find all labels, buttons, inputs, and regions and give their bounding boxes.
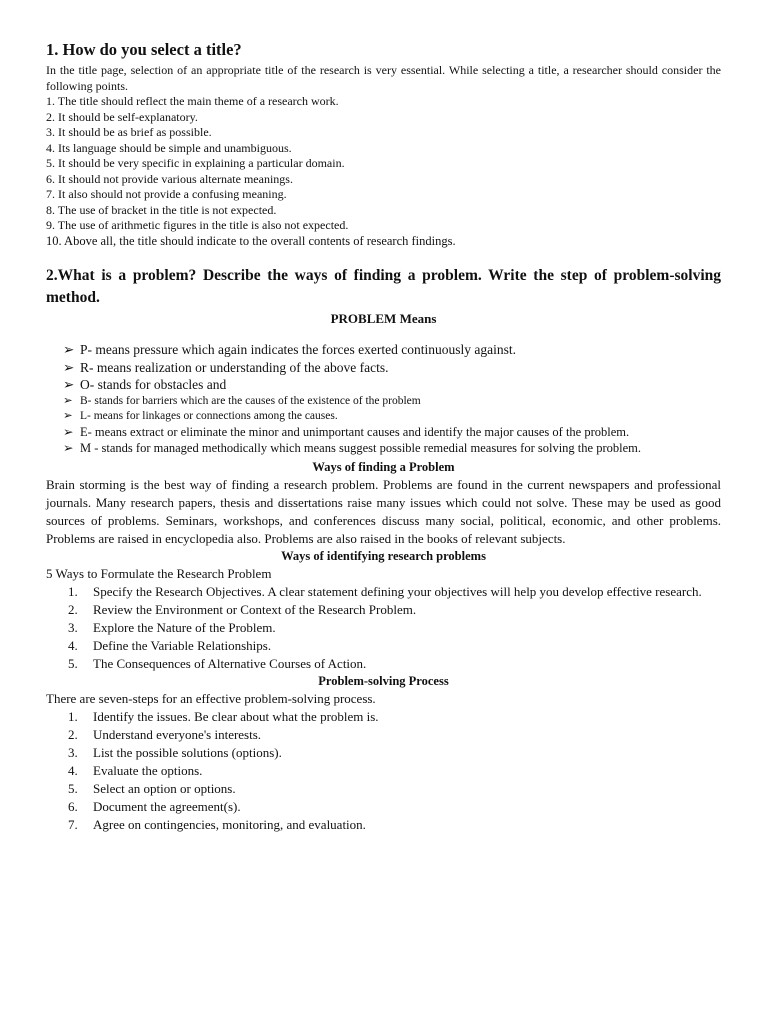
step-text: Review the Environment or Context of the Research Problem. (93, 601, 417, 617)
section2-title: 2.What is a problem? Describe the ways of finding a problem. Write the step of problem-solving method. (46, 267, 721, 306)
title-points-list (46, 94, 721, 249)
formulate-step (46, 583, 721, 601)
document-page (46, 40, 721, 834)
title-point: 9. The use of arithmetic figures in the title is also not expected. (46, 218, 349, 232)
step-text: Define the Variable Relationships. (93, 637, 272, 653)
step-text: Agree on contingencies, monitoring, and evaluation. (93, 816, 366, 832)
title-point: 3. It should be as brief as possible. (46, 125, 212, 139)
problem-bullet (46, 341, 721, 359)
section1-intro: In the title page, selection of an appropriate title of the research is very essential. While selecting a title, a researcher should consider the following points. (46, 63, 721, 93)
problem-bullet-text: B- stands for barriers which are the causes of the existence of the problem (80, 394, 421, 407)
step-text: Explore the Nature of the Problem. (93, 619, 276, 635)
title-point: 1. The title should reflect the main theme of a research work. (46, 94, 339, 108)
process-step (46, 744, 721, 762)
step-number: 2. (68, 601, 78, 617)
problem-bullet (46, 409, 721, 424)
step-number: 4. (68, 762, 78, 778)
step-number: 5. (68, 655, 78, 671)
process-step (46, 798, 721, 816)
formulate-steps-list (46, 583, 721, 673)
step-number: 6. (68, 798, 78, 814)
problem-means-heading: PROBLEM Means (330, 311, 437, 326)
process-step (46, 816, 721, 834)
step-number: 3. (68, 744, 78, 760)
problem-bullet (46, 376, 721, 394)
step-text: Specify the Research Objectives. A clear statement defining your objectives will help you develop effective research. (93, 583, 702, 599)
title-point: 2. It should be self-explanatory. (46, 109, 198, 124)
process-step (46, 780, 721, 798)
step-number: 5. (68, 780, 78, 796)
step-number: 4. (68, 637, 78, 653)
formulate-step (46, 619, 721, 637)
problem-bullet (46, 359, 721, 377)
problem-bullet-text: P- means pressure which again indicates the forces exerted continuously against. (80, 342, 516, 357)
process-step (46, 726, 721, 744)
step-text: Understand everyone's interests. (93, 726, 262, 742)
ways-finding-text: Brain storming is the best way of finding a research problem. Problems are found in the current newspapers and professional journals. Many research papers, thesis and dissertations raise many issues which could not solve. These may be used as good sources of problems. Seminars, workshops, and conferences discuss many social, political, economic, and other problems. Problems are raised in encyclopedia also. Problems are also raised in the books of relevant subjects. (46, 476, 721, 546)
step-number: 7. (68, 816, 78, 832)
process-intro: There are seven-steps for an effective problem-solving process. (46, 690, 376, 706)
step-number: 2. (68, 726, 78, 742)
formulate-step (46, 601, 721, 619)
title-point: 7. It also should not provide a confusing meaning. (46, 187, 287, 201)
arrow-bullet-icon: ➢ (63, 342, 75, 357)
title-point: 5. It should be very specific in explaining a particular domain. (46, 156, 345, 170)
arrow-bullet-icon: ➢ (63, 394, 73, 407)
arrow-bullet-icon: ➢ (63, 377, 75, 392)
step-number: 3. (68, 619, 78, 635)
title-point: 4. Its language should be simple and unambiguous. (46, 140, 292, 155)
problem-bullet (46, 440, 721, 457)
process-step (46, 762, 721, 780)
problem-bullet-list (46, 341, 721, 457)
arrow-bullet-icon: ➢ (63, 409, 73, 422)
step-text: The Consequences of Alternative Courses of Action. (93, 655, 367, 671)
formulate-step (46, 637, 721, 655)
process-steps-list (46, 708, 721, 834)
section1-title: 1. How do you select a title? (46, 40, 242, 59)
formulate-step (46, 655, 721, 673)
step-text: Document the agreement(s). (93, 798, 241, 814)
problem-bullet-text: E- means extract or eliminate the minor and unimportant causes and identify the major causes of the problem. (80, 424, 630, 439)
step-text: Identify the issues. Be clear about what the problem is. (93, 708, 379, 724)
formulate-intro: 5 Ways to Formulate the Research Problem (46, 565, 272, 581)
step-text: Select an option or options. (93, 780, 236, 796)
problem-bullet (46, 394, 721, 409)
problem-bullet-text: L- means for linkages or connections among the causes. (80, 409, 338, 422)
title-point: 10. Above all, the title should indicate to the overall contents of research findings. (46, 233, 456, 248)
arrow-bullet-icon: ➢ (63, 424, 74, 439)
ways-identifying-heading: Ways of identifying research problems (281, 548, 486, 563)
process-step (46, 708, 721, 726)
problem-bullet (46, 424, 721, 441)
step-text: Evaluate the options. (93, 762, 203, 778)
title-point: 6. It should not provide various alternate meanings. (46, 171, 293, 186)
step-text: List the possible solutions (options). (93, 744, 282, 760)
step-number: 1. (68, 583, 78, 599)
problem-bullet-text: M - stands for managed methodically which means suggest possible remedial measures for solving the problem. (80, 441, 641, 455)
problem-bullet-text: O- stands for obstacles and (80, 377, 227, 392)
title-point: 8. The use of bracket in the title is not expected. (46, 202, 277, 217)
process-heading: Problem-solving Process (318, 673, 449, 688)
arrow-bullet-icon: ➢ (63, 359, 75, 375)
problem-bullet-text: R- means realization or understanding of the above facts. (80, 359, 389, 375)
ways-finding-heading: Ways of finding a Problem (312, 459, 455, 474)
arrow-bullet-icon: ➢ (63, 441, 74, 455)
step-number: 1. (68, 708, 78, 724)
